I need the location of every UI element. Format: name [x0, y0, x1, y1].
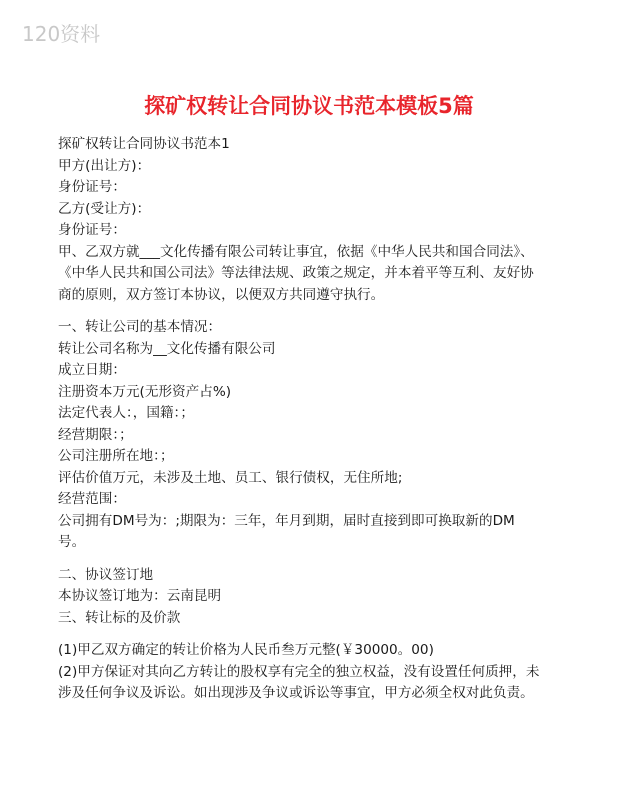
paragraph: 探矿权转让合同协议书范本1: [58, 136, 230, 152]
section-heading: 三、转让标的及价款: [58, 609, 181, 626]
paragraph: 甲、乙双方就___文化传播有限公司转让事宜，依据《中华人民共和国合同法》、: [58, 243, 534, 260]
paragraph: 《中华人民共和国公司法》等法律法规、政策之规定，并本着平等互利、友好协: [58, 265, 534, 281]
paragraph: (1)甲乙双方确定的转让价格为人民币叁万元整(￥30000。00): [58, 642, 434, 658]
paragraph: 商的原则，双方签订本协议，以便双方共同遵守执行。: [58, 286, 385, 303]
paragraph: 号。: [58, 534, 86, 550]
section-heading: 二、协议签订地: [58, 566, 154, 583]
paragraph: 注册资本万元(无形资产占%): [58, 383, 232, 400]
paragraph: 甲方(出让方)：: [58, 157, 151, 174]
paragraph: (2)甲方保证对其向乙方转让的股权享有完全的独立权益，没有设置任何质押，未: [58, 663, 540, 680]
document-body: [58, 134, 568, 705]
paragraph: 公司注册所在地：；: [58, 448, 174, 464]
paragraph: 本协议签订地为：云南昆明: [58, 588, 222, 604]
paragraph: 乙方(受让方)：: [58, 200, 151, 217]
paragraph: 公司拥有DM号为：;期限为：三年，年月到期，届时直接到即可换取新的DM: [58, 512, 515, 529]
paragraph: 成立日期：: [58, 362, 126, 378]
paragraph: 评估价值万元，未涉及土地、员工、银行债权，无住所地;: [58, 469, 403, 486]
document-title: 探矿权转让合同协议书范本模板5篇: [144, 94, 474, 118]
paragraph-gap: [58, 306, 568, 317]
paragraph: 转让公司名称为__文化传播有限公司: [58, 340, 276, 357]
paragraph: 身份证号：: [58, 179, 126, 195]
watermark: 120资料: [22, 22, 101, 46]
paragraph: 身份证号：: [58, 222, 126, 238]
paragraph: 涉及任何争议及诉讼。如出现涉及争议或诉讼等事宜，甲方必须全权对此负责。: [58, 685, 534, 701]
paragraph: 经营期限：；: [58, 426, 133, 443]
section-heading: 一、转让公司的基本情况：: [58, 319, 222, 335]
paragraph-gap: [58, 554, 568, 565]
paragraph-gap: [58, 629, 568, 640]
paragraph: 法定代表人：，国籍：；: [58, 405, 194, 421]
paragraph: 经营范围：: [58, 491, 126, 507]
